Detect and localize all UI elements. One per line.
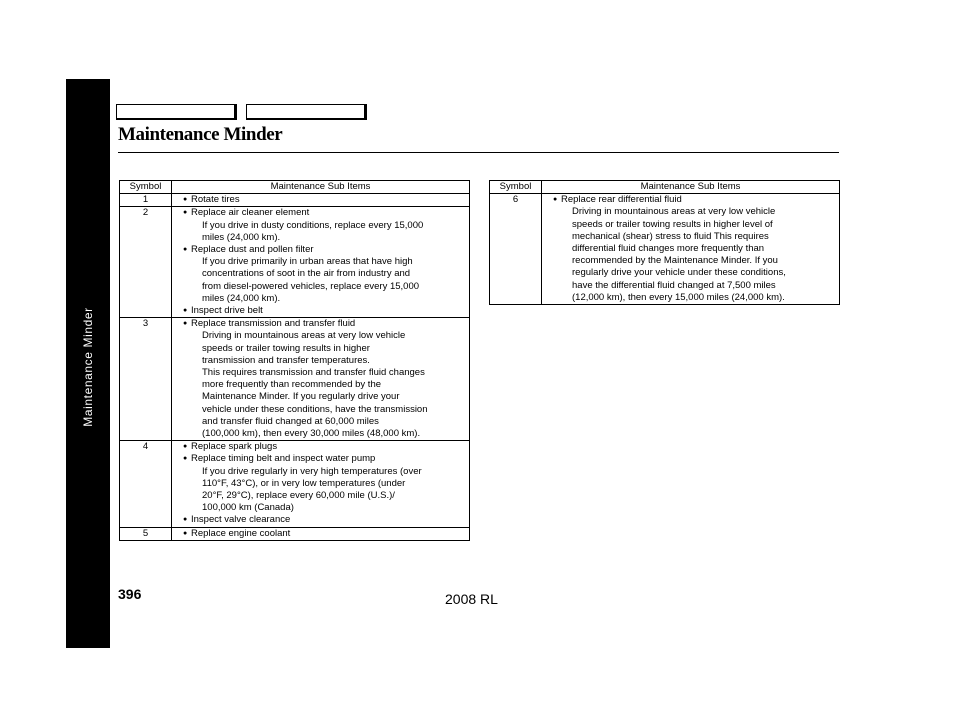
bullet-icon: ● <box>183 307 188 315</box>
sub-item-label: Replace air cleaner element <box>191 207 310 219</box>
sub-item-label: Replace rear differential fluid <box>561 194 682 206</box>
table-row <box>120 318 470 441</box>
table-row <box>120 527 470 540</box>
sub-item <box>183 514 465 526</box>
sub-item <box>183 528 465 540</box>
column-header-symbol: Symbol <box>490 181 542 194</box>
table-row <box>490 194 840 305</box>
sub-items-cell <box>172 207 470 318</box>
bullet-icon: ● <box>183 455 188 463</box>
sub-item <box>183 453 465 465</box>
sub-items-cell <box>172 441 470 527</box>
sub-item-label: Rotate tires <box>191 194 240 206</box>
bullet-icon: ● <box>553 196 558 204</box>
table-row <box>120 207 470 318</box>
sub-item <box>553 194 835 206</box>
sub-items-cell <box>172 318 470 441</box>
sub-item-label: Inspect drive belt <box>191 305 263 317</box>
sub-items-cell <box>542 194 840 305</box>
bullet-icon: ● <box>183 529 188 537</box>
bullet-icon: ● <box>183 516 188 524</box>
column-header-sub-items: Maintenance Sub Items <box>172 181 470 194</box>
table-row <box>120 441 470 527</box>
bullet-icon: ● <box>183 320 188 328</box>
sub-item-description: If you drive regularly in very high temperatures (over 110°F, 43°C), or in very low temperatures (under 20°F, 29°C), replace every 60,000 mile (U.S.)/ 100,000 km (Canada) <box>202 465 422 514</box>
symbol-cell: 4 <box>120 441 172 527</box>
sub-item-label: Replace engine coolant <box>191 527 291 539</box>
sub-item-description: Driving in mountainous areas at very low vehicle speeds or trailer towing results in higher level of mechanical (shear) stress to fluid This requires differential fluid changes more frequently than recommended by the Maintenance Minder. If you regularly drive your vehicle under these conditions, have the differential fluid changed at 7,500 miles (12,000 km), then every 15,000 miles (24,000 km). <box>572 206 786 303</box>
bullet-icon: ● <box>183 443 188 451</box>
table-row <box>120 194 470 207</box>
page-number: 396 <box>118 586 142 602</box>
column-header-symbol: Symbol <box>120 181 172 194</box>
sub-item-description: Driving in mountainous areas at very low vehicle speeds or trailer towing results in higher transmission and transfer temperatures. This requires transmission and transfer fluid changes more frequently than recommended by the Maintenance Minder. If you regularly drive your vehicle under these conditions, have the transmission and transfer fluid changed at 60,000 miles (100,000 km), then every 30,000 miles (48,000 km). <box>202 330 428 440</box>
page-title: Maintenance Minder <box>118 124 283 145</box>
sub-item <box>183 207 465 219</box>
symbol-cell: 6 <box>490 194 542 305</box>
sub-items-cell <box>172 194 470 207</box>
sidebar-label: Maintenance Minder <box>81 307 95 427</box>
sub-item <box>183 194 465 206</box>
bullet-icon: ● <box>183 196 188 204</box>
maintenance-table-right <box>489 180 840 305</box>
sub-item-description: If you drive in dusty conditions, replace every 15,000 miles (24,000 km). <box>202 219 424 243</box>
title-rule <box>118 152 839 153</box>
symbol-cell: 5 <box>120 527 172 540</box>
sub-item-label: Inspect valve clearance <box>191 514 291 526</box>
nav-button-previous[interactable] <box>116 104 237 120</box>
symbol-cell: 1 <box>120 194 172 207</box>
sub-items-cell <box>172 527 470 540</box>
column-header-sub-items: Maintenance Sub Items <box>542 181 840 194</box>
nav-button-next[interactable] <box>246 104 367 120</box>
sub-item <box>183 244 465 256</box>
symbol-cell: 2 <box>120 207 172 318</box>
bullet-icon: ● <box>183 209 188 217</box>
sub-item <box>183 441 465 453</box>
sub-item <box>183 305 465 317</box>
sub-item <box>183 318 465 330</box>
sub-item-label: Replace dust and pollen filter <box>191 244 314 256</box>
maintenance-table-left <box>119 180 470 541</box>
bullet-icon: ● <box>183 246 188 254</box>
sub-item-label: Replace transmission and transfer fluid <box>191 318 356 330</box>
symbol-cell: 3 <box>120 318 172 441</box>
sub-item-label: Replace spark plugs <box>191 441 278 453</box>
sub-item-description: If you drive primarily in urban areas that have high concentrations of soot in the air from industry and from diesel-powered vehicles, replace every 15,000 miles (24,000 km). <box>202 256 420 304</box>
model-label: 2008 RL <box>445 591 498 607</box>
sub-item-label: Replace timing belt and inspect water pump <box>191 453 376 465</box>
